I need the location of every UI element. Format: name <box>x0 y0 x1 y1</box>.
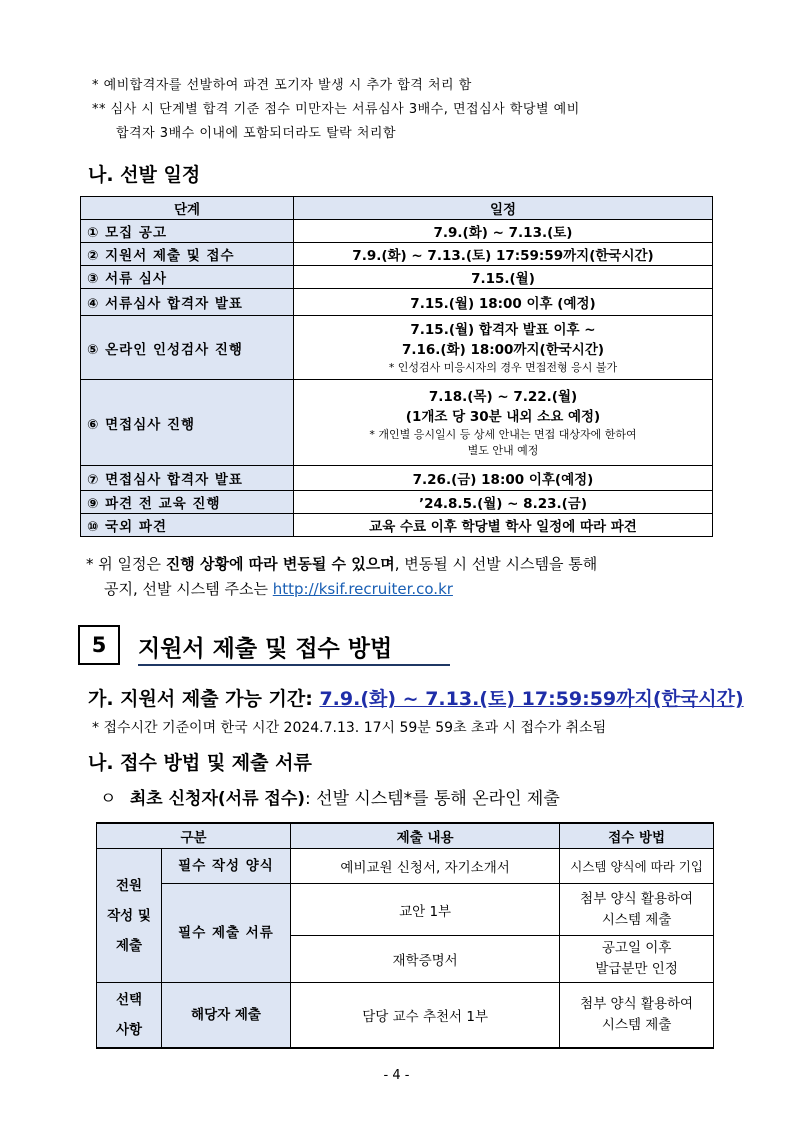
note-text: 공지, 선발 시스템 주소는 <box>104 580 273 598</box>
schedule-step: ⑥ 면접심사 진행 <box>81 380 294 466</box>
table-row <box>81 380 713 466</box>
period-label: 가. 지원서 제출 가능 기간: <box>88 688 313 710</box>
docs-sub-required-docs: 필수 제출 서류 <box>162 884 291 983</box>
note-text: * 위 일정은 <box>86 555 166 573</box>
method-line: 시스템 제출 <box>601 1017 672 1033</box>
docs-content: 담당 교수 추천서 1부 <box>290 983 559 1049</box>
schedule-date <box>294 316 713 380</box>
schedule-step: ④ 서류심사 합격자 발표 <box>81 289 294 316</box>
docs-content: 예비교원 신청서, 자기소개서 <box>290 849 559 884</box>
period-value: 7.9.(화) ~ 7.13.(토) 17:59:59까지(한국시간) <box>319 688 744 710</box>
schedule-date: ’24.8.5.(월) ~ 8.23.(금) <box>294 491 713 514</box>
schedule-note: * 인성검사 미응시자의 경우 면접전형 응시 불가 <box>388 360 618 374</box>
group-line: 전원 <box>115 877 143 894</box>
schedule-note-line2 <box>104 577 453 601</box>
schedule-step: ① 모집 공고 <box>81 220 294 243</box>
schedule-date: 7.26.(금) 18:00 이후(예정) <box>294 466 713 491</box>
system-url-link[interactable]: http://ksif.recruiter.co.kr <box>272 580 453 598</box>
schedule-date-line: 7.16.(화) 18:00까지(한국시간) <box>401 341 605 358</box>
note-text: , 변동될 시 선발 시스템을 통해 <box>394 555 598 573</box>
docs-header-method: 접수 방법 <box>560 823 714 849</box>
schedule-date-line: 7.18.(목) ~ 7.22.(월) <box>428 388 578 405</box>
docs-header-content: 제출 내용 <box>290 823 559 849</box>
schedule-date-line: 7.15.(월) 합격자 발표 이후 ~ <box>410 321 596 338</box>
docs-content: 교안 1부 <box>290 884 559 936</box>
schedule-date-line: (1개조 당 30분 내외 소요 예정) <box>405 408 601 425</box>
group-line: 선택 <box>115 992 143 1008</box>
schedule-note-line1 <box>86 552 597 576</box>
bullet-text: : 선발 시스템*를 통해 온라인 제출 <box>305 789 560 809</box>
table-row <box>81 289 713 316</box>
period-note: * 접수시간 기준이며 한국 시간 2024.7.13. 17시 59분 59초 초과 시 접수가 취소됨 <box>92 720 607 736</box>
submission-period-line <box>88 684 744 711</box>
schedule-step: ② 지원서 제출 및 접수 <box>81 243 294 266</box>
schedule-date: 7.15.(월) <box>294 266 713 289</box>
docs-method <box>560 983 714 1049</box>
table-row <box>97 983 714 1049</box>
bullet-bold: 최초 신청자(서류 접수) <box>129 789 306 809</box>
method-line: 공고일 이후 <box>601 940 672 956</box>
docs-group-all <box>97 849 162 983</box>
table-row <box>81 220 713 243</box>
group-line: 사항 <box>115 1022 143 1038</box>
method-line: 첨부 양식 활용하여 <box>580 996 694 1012</box>
docs-header-category: 구분 <box>97 823 291 849</box>
bullet-first-applicant <box>100 784 560 809</box>
schedule-step: ③ 서류 심사 <box>81 266 294 289</box>
method-line: 발급분만 인정 <box>595 961 678 977</box>
table-row <box>97 849 714 884</box>
schedule-header-step: 단계 <box>81 197 294 220</box>
docs-sub-if-applicable: 해당자 제출 <box>162 983 291 1049</box>
docs-method: 시스템 양식에 따라 기입 <box>560 849 714 884</box>
schedule-date: 7.9.(화) ~ 7.13.(토) 17:59:59까지(한국시간) <box>294 243 713 266</box>
method-line: 시스템 제출 <box>601 911 672 928</box>
table-row <box>81 243 713 266</box>
group-line: 작성 및 <box>107 907 151 924</box>
schedule-date: 교육 수료 이후 학당별 학사 일정에 따라 파견 <box>294 514 713 537</box>
documents-table <box>96 822 714 1049</box>
table-row <box>81 466 713 491</box>
schedule-step: ⑤ 온라인 인성검사 진행 <box>81 316 294 380</box>
docs-content: 재학증명서 <box>290 936 559 983</box>
table-row <box>97 884 714 936</box>
schedule-step: ⑩ 국외 파견 <box>81 514 294 537</box>
schedule-step: ⑦ 면접심사 합격자 발표 <box>81 466 294 491</box>
note-reserve: * 예비합격자를 선발하여 파견 포기자 발생 시 추가 합격 처리 함 <box>92 78 472 93</box>
schedule-date <box>294 380 713 466</box>
schedule-date: 7.9.(화) ~ 7.13.(토) <box>294 220 713 243</box>
note-bold-text: 진행 상황에 따라 변동될 수 있으며 <box>165 555 395 573</box>
docs-group-optional <box>97 983 162 1049</box>
docs-method <box>560 884 714 936</box>
table-row <box>81 491 713 514</box>
schedule-step: ⑨ 파견 전 교육 진행 <box>81 491 294 514</box>
schedule-table <box>80 196 713 537</box>
group-line: 제출 <box>115 937 143 954</box>
table-row <box>81 266 713 289</box>
bullet-marker: ㅇ <box>100 789 117 809</box>
table-row <box>81 514 713 537</box>
note-criteria-cont: 합격자 3배수 이내에 포함되더라도 탈락 처리함 <box>116 126 397 141</box>
schedule-note: 별도 안내 예정 <box>467 443 539 457</box>
table-row <box>81 316 713 380</box>
schedule-note: * 개인별 응시일시 등 상세 안내는 면접 대상자에 한하여 <box>369 427 637 441</box>
section-number-box: 5 <box>78 625 120 665</box>
method-line: 첨부 양식 활용하여 <box>580 890 694 907</box>
note-criteria: ** 심사 시 단계별 합격 기준 점수 미만자는 서류심사 3배수, 면접심사 학당별 예비 <box>92 102 580 117</box>
page-number: - 4 - <box>383 1068 410 1083</box>
section-schedule-title: 나. 선발 일정 <box>88 164 201 186</box>
docs-sub-required-form: 필수 작성 양식 <box>162 849 291 884</box>
docs-method <box>560 936 714 983</box>
section5-title: 지원서 제출 및 접수 방법 <box>138 630 450 666</box>
section-docs-title: 나. 접수 방법 및 제출 서류 <box>88 752 312 774</box>
schedule-date: 7.15.(월) 18:00 이후 (예정) <box>294 289 713 316</box>
schedule-header-date: 일정 <box>294 197 713 220</box>
